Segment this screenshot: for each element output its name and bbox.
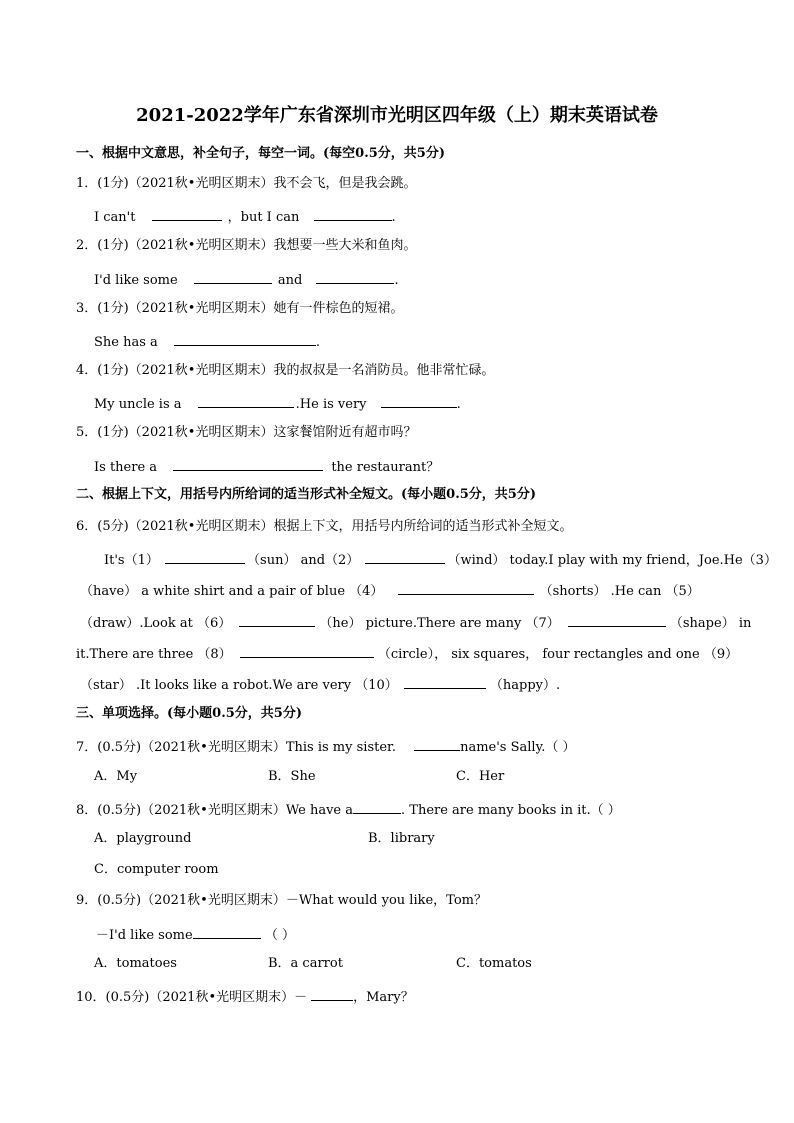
question-9-option-c[interactable]: C．tomatos bbox=[456, 956, 532, 971]
question-9-text: －I'd like some bbox=[96, 928, 193, 943]
question-8-option-c[interactable]: C．computer room bbox=[94, 862, 219, 877]
question-2-text-b: and bbox=[277, 273, 303, 288]
question-3-text-a: She has a bbox=[94, 335, 158, 350]
passage-text: （sun） and（2） bbox=[247, 553, 360, 568]
question-9-option-b[interactable]: B．a carrot bbox=[268, 956, 343, 971]
question-6-blank-1[interactable] bbox=[165, 549, 245, 564]
question-3-blank-1[interactable] bbox=[174, 331, 316, 346]
question-3-text-c: . bbox=[315, 335, 321, 350]
question-4-text-a: My uncle is a bbox=[94, 397, 182, 412]
question-6-passage-line-2 bbox=[80, 580, 700, 601]
question-2-text-c: . bbox=[394, 273, 399, 288]
question-1-stem: 1．(1分)（2021秋•光明区期末）我不会飞，但是我会跳。 bbox=[76, 176, 417, 191]
passage-text: （shorts） .He can （5） bbox=[539, 584, 700, 599]
passage-text: （he） picture.There are many （7） bbox=[319, 616, 560, 631]
question-4-blank-1[interactable] bbox=[198, 393, 294, 408]
question-7-option-b[interactable]: B．She bbox=[268, 769, 316, 784]
question-8-text: 8．(0.5分)（2021秋•光明区期末）We have a bbox=[76, 803, 354, 818]
page-title: 2021-2022学年广东省深圳市光明区四年级（上）期末英语试卷 bbox=[136, 105, 658, 126]
question-9-option-a[interactable]: A．tomatoes bbox=[94, 956, 177, 971]
question-4-blank-2[interactable] bbox=[381, 393, 457, 408]
passage-text: It's（1） bbox=[104, 553, 159, 568]
question-10-tail: ，Mary？ bbox=[353, 990, 414, 1005]
question-10-text: 10．(0.5分)（2021秋•光明区期末）－ bbox=[76, 990, 308, 1005]
passage-text: （wind） today.I play with my friend，Joe.He（3） bbox=[447, 553, 777, 568]
question-6-blank-7[interactable] bbox=[568, 612, 666, 627]
question-6-passage-line-3 bbox=[80, 612, 751, 633]
question-3-answer-line bbox=[94, 331, 320, 352]
question-9-stem: 9．(0.5分)（2021秋•光明区期末）－What would you like，Tom？ bbox=[76, 893, 487, 908]
question-6-blank-6[interactable] bbox=[239, 612, 315, 627]
question-7-tail: name's Sally.（ ） bbox=[460, 740, 576, 755]
question-6-blank-8[interactable] bbox=[240, 643, 374, 658]
question-6-blank-2[interactable] bbox=[365, 549, 445, 564]
question-2-blank-1[interactable] bbox=[194, 269, 272, 284]
question-7-option-c[interactable]: C．Her bbox=[456, 769, 505, 784]
question-5-text-b: the restaurant？ bbox=[331, 460, 440, 475]
passage-text: （draw）.Look at （6） bbox=[80, 616, 232, 631]
question-5-blank-1[interactable] bbox=[173, 456, 323, 471]
question-5-answer-line bbox=[94, 456, 439, 477]
question-1-answer-line bbox=[94, 206, 396, 227]
question-6-stem: 6．(5分)（2021秋•光明区期末）根据上下文，用括号内所给词的适当形式补全短文。 bbox=[76, 519, 573, 534]
question-4-text-b: .He is very bbox=[295, 397, 367, 412]
section-2-heading: 二、根据上下文，用括号内所给词的适当形式补全短文。(每小题0.5分，共5分) bbox=[76, 487, 536, 502]
passage-text: （circle）， six squares， four rectangles and one （9） bbox=[377, 647, 739, 662]
question-4-text-c: . bbox=[456, 397, 461, 412]
question-1-text-a: I can't bbox=[94, 210, 136, 225]
question-1-text-c: . bbox=[391, 210, 396, 225]
question-1-blank-2[interactable] bbox=[314, 206, 392, 221]
question-9-blank[interactable] bbox=[193, 924, 261, 939]
question-3-stem: 3．(1分)（2021秋•光明区期末）她有一件棕色的短裙。 bbox=[76, 301, 404, 316]
question-4-stem: 4．(1分)（2021秋•光明区期末）我的叔叔是一名消防员。他非常忙碌。 bbox=[76, 363, 495, 378]
question-5-text-a: Is there a bbox=[94, 460, 158, 475]
passage-text: （shape） in bbox=[669, 616, 752, 631]
question-6-passage-line-1 bbox=[104, 549, 777, 570]
question-7-text: 7．(0.5分)（2021秋•光明区期末）This is my sister. bbox=[76, 740, 396, 755]
question-9-tail: （ ） bbox=[264, 928, 295, 943]
question-7-option-a[interactable]: A．My bbox=[94, 769, 138, 784]
question-8-option-a[interactable]: A．playground bbox=[94, 831, 192, 846]
question-8-option-b[interactable]: B．library bbox=[368, 831, 435, 846]
passage-text: （have） a white shirt and a pair of blue （4） bbox=[80, 584, 384, 599]
passage-text: （star） .It looks like a robot.We are very （10） bbox=[80, 678, 398, 693]
question-8-blank[interactable] bbox=[353, 799, 401, 814]
question-8-stem bbox=[76, 799, 621, 820]
question-6-blank-10[interactable] bbox=[404, 674, 486, 689]
question-1-text-b: ，but I can bbox=[227, 210, 300, 225]
question-2-answer-line bbox=[94, 269, 399, 290]
passage-text: it.There are three （8） bbox=[76, 647, 232, 662]
question-2-blank-2[interactable] bbox=[316, 269, 394, 284]
section-1-heading: 一、根据中文意思，补全句子，每空一词。(每空0.5分，共5分) bbox=[76, 146, 445, 161]
question-7-stem bbox=[76, 736, 575, 757]
question-7-blank[interactable] bbox=[414, 736, 460, 751]
question-6-blank-4[interactable] bbox=[398, 580, 534, 595]
question-1-blank-1[interactable] bbox=[152, 206, 222, 221]
question-10-stem bbox=[76, 986, 414, 1007]
question-10-blank[interactable] bbox=[311, 986, 353, 1001]
question-5-stem: 5．(1分)（2021秋•光明区期末）这家餐馆附近有超市吗？ bbox=[76, 425, 417, 440]
question-9-line-2 bbox=[96, 924, 295, 945]
question-4-answer-line bbox=[94, 393, 461, 414]
question-6-passage-line-4 bbox=[76, 643, 738, 664]
section-3-heading: 三、单项选择。(每小题0.5分，共5分) bbox=[76, 706, 302, 721]
question-2-stem: 2．(1分)（2021秋•光明区期末）我想要一些大米和鱼肉。 bbox=[76, 238, 417, 253]
passage-text: （happy）. bbox=[489, 678, 561, 693]
question-6-passage-line-5 bbox=[80, 674, 560, 695]
question-2-text-a: I'd like some bbox=[94, 273, 178, 288]
question-8-tail: . There are many books in it.（ ） bbox=[401, 803, 621, 818]
